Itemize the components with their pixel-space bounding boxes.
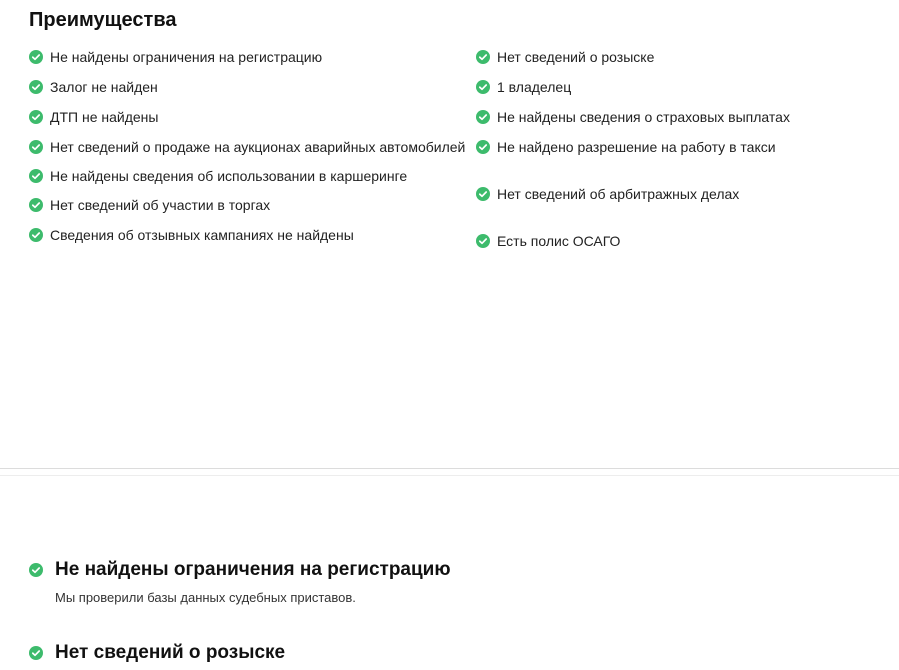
detail-header	[29, 558, 889, 582]
advantage-item	[29, 226, 469, 244]
check-circle-icon	[476, 234, 490, 248]
section-divider	[0, 468, 899, 476]
check-circle-icon	[476, 140, 490, 154]
advantage-text: Нет сведений об арбитражных делах	[497, 186, 740, 202]
advantage-text: Не найдены сведения об использовании в каршеринге	[50, 168, 408, 184]
advantages-list-right	[476, 48, 896, 262]
advantage-item	[29, 138, 469, 156]
advantage-item	[29, 167, 469, 185]
check-circle-icon	[29, 563, 43, 577]
check-circle-icon	[29, 80, 43, 94]
check-circle-icon	[29, 110, 43, 124]
advantage-text: Сведения об отзывных кампаниях не найдены	[50, 227, 354, 243]
check-circle-icon	[29, 50, 43, 64]
advantage-text: Нет сведений о продаже на аукционах аварийных автомобилей	[50, 139, 466, 155]
advantage-text: Есть полис ОСАГО	[497, 233, 621, 249]
advantage-text: Не найдены ограничения на регистрацию	[50, 49, 323, 65]
advantage-text: ДТП не найдены	[50, 109, 159, 125]
check-circle-icon	[476, 80, 490, 94]
detail-section-wanted	[29, 641, 889, 665]
advantage-item	[476, 108, 896, 126]
check-circle-icon	[29, 646, 43, 660]
detail-description: Мы проверили базы данных судебных приставов.	[55, 590, 356, 605]
advantage-item	[29, 196, 469, 214]
advantage-item	[476, 48, 896, 66]
detail-title: Нет сведений о розыске	[55, 642, 286, 663]
advantage-text: 1 владелец	[497, 79, 572, 95]
advantages-list-left	[29, 48, 469, 256]
advantage-text: Не найдены сведения о страховых выплатах	[497, 109, 790, 125]
advantage-item	[29, 78, 469, 96]
advantage-item	[476, 185, 896, 203]
advantage-item	[476, 138, 896, 156]
advantage-item	[29, 48, 469, 66]
check-circle-icon	[29, 140, 43, 154]
check-circle-icon	[29, 169, 43, 183]
check-circle-icon	[476, 110, 490, 124]
advantage-text: Залог не найден	[50, 79, 158, 95]
detail-section-registration	[29, 558, 889, 606]
advantage-item	[476, 78, 896, 96]
advantage-text: Нет сведений об участии в торгах	[50, 197, 271, 213]
advantage-item	[29, 108, 469, 126]
check-circle-icon	[476, 187, 490, 201]
check-circle-icon	[29, 198, 43, 212]
advantage-item	[476, 232, 896, 250]
detail-title: Не найдены ограничения на регистрацию	[55, 559, 451, 580]
detail-header	[29, 641, 889, 665]
check-circle-icon	[29, 228, 43, 242]
advantages-title: Преимущества	[29, 9, 177, 31]
check-circle-icon	[476, 50, 490, 64]
advantage-text: Нет сведений о розыске	[497, 49, 655, 65]
advantage-text: Не найдено разрешение на работу в такси	[497, 139, 776, 155]
